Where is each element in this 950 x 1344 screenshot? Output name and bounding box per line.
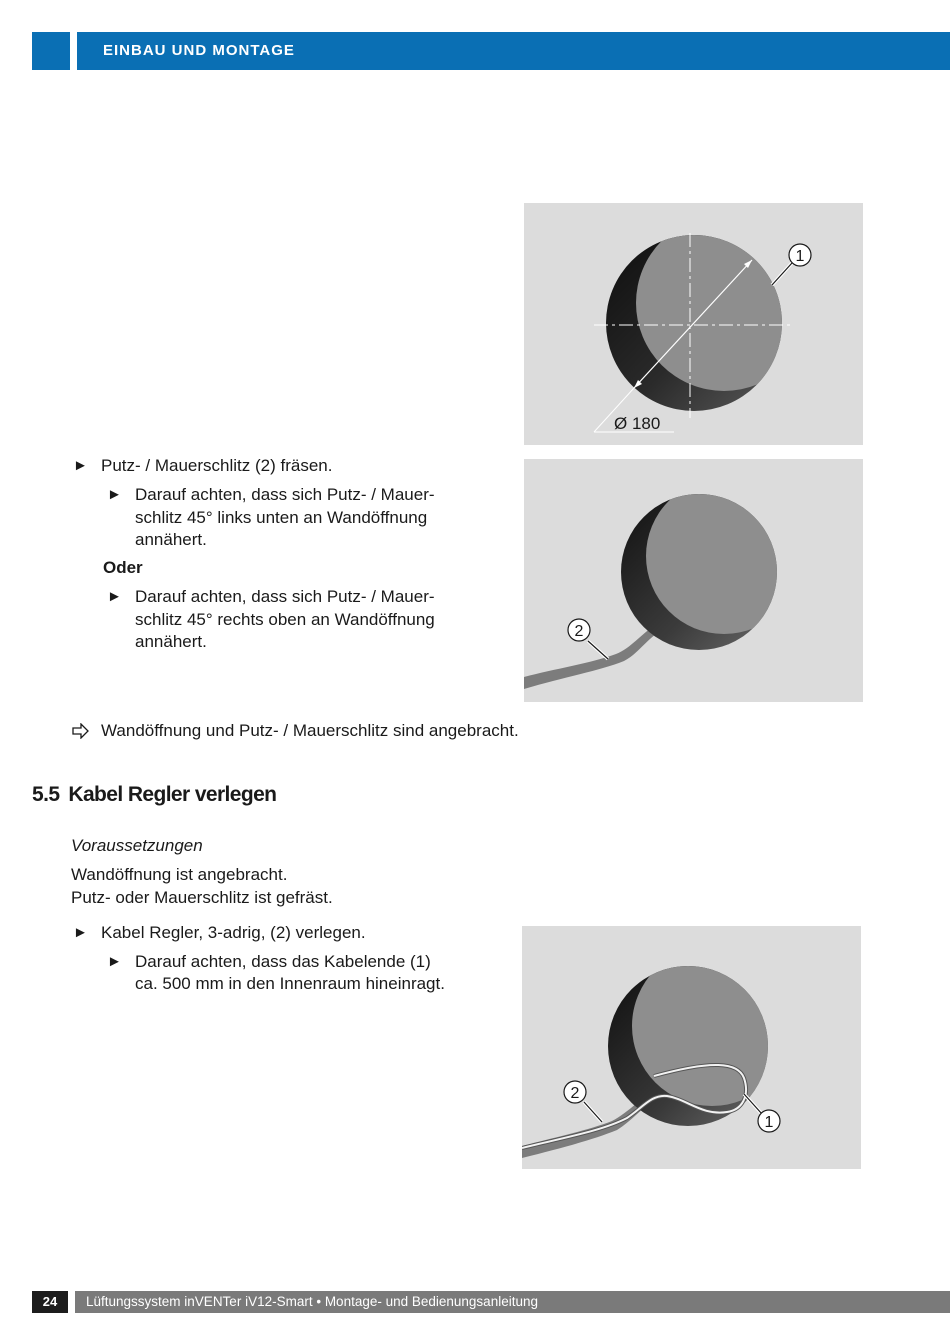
prerequisites-heading: Voraussetzungen — [71, 836, 203, 855]
substep-top-right-line2: schlitz 45° rechts oben an Wandöffnung — [135, 610, 435, 629]
section-heading — [32, 783, 276, 807]
substep-bottom-left-line3: annähert. — [135, 530, 207, 549]
hollow-arrow-right-icon — [72, 723, 90, 744]
step-lay-cable: Kabel Regler, 3-adrig, (2) verlegen. — [101, 923, 366, 942]
callout-1-label: 1 — [795, 248, 805, 265]
or-label: Oder — [103, 558, 143, 577]
section-title: Kabel Regler verlegen — [68, 783, 277, 806]
diameter-label: Ø 180 — [614, 414, 661, 433]
triangle-right-icon: ► — [73, 457, 88, 474]
footer-bar — [75, 1291, 950, 1313]
substep-bottom-left-line2: schlitz 45° links unten an Wandöffnung — [135, 508, 428, 527]
callout-2-label: 2 — [574, 623, 584, 640]
callout-1-label: 1 — [764, 1114, 774, 1131]
figure-wall-opening — [524, 203, 863, 445]
substep-top-right-line3: annähert. — [135, 632, 207, 651]
triangle-right-icon: ► — [107, 953, 122, 970]
prerequisite-item: Wandöffnung ist angebracht. — [71, 865, 288, 884]
substep-bottom-left-line1: Darauf achten, dass sich Putz- / Mauer- — [135, 485, 435, 504]
prerequisite-item: Putz- oder Mauerschlitz ist gefräst. — [71, 888, 333, 907]
header-accent-block — [32, 32, 70, 70]
result-text: Wandöffnung und Putz- / Mauerschlitz sind angebracht. — [101, 721, 519, 740]
substep-top-right-line1: Darauf achten, dass sich Putz- / Mauer- — [135, 587, 435, 606]
figure-wall-slit — [524, 459, 863, 702]
figure-cable-laid — [522, 926, 861, 1169]
section-number: 5.5 — [32, 783, 60, 806]
triangle-right-icon: ► — [107, 486, 122, 503]
triangle-right-icon: ► — [107, 588, 122, 605]
step-mill-slit: Putz- / Mauerschlitz (2) fräsen. — [101, 456, 333, 475]
header-bar — [77, 32, 950, 70]
footer-text: Lüftungssystem inVENTer iV12-Smart • Montage- und Bedienungsanleitung — [86, 1294, 538, 1309]
substep-cable-end-line1: Darauf achten, dass das Kabelende (1) — [135, 952, 431, 971]
substep-cable-end-line2: ca. 500 mm in den Innenraum hineinragt. — [135, 974, 445, 993]
callout-2-label: 2 — [570, 1085, 580, 1102]
section-header-title: EINBAU UND MONTAGE — [103, 42, 295, 59]
triangle-right-icon: ► — [73, 924, 88, 941]
page-number: 24 — [32, 1291, 68, 1313]
